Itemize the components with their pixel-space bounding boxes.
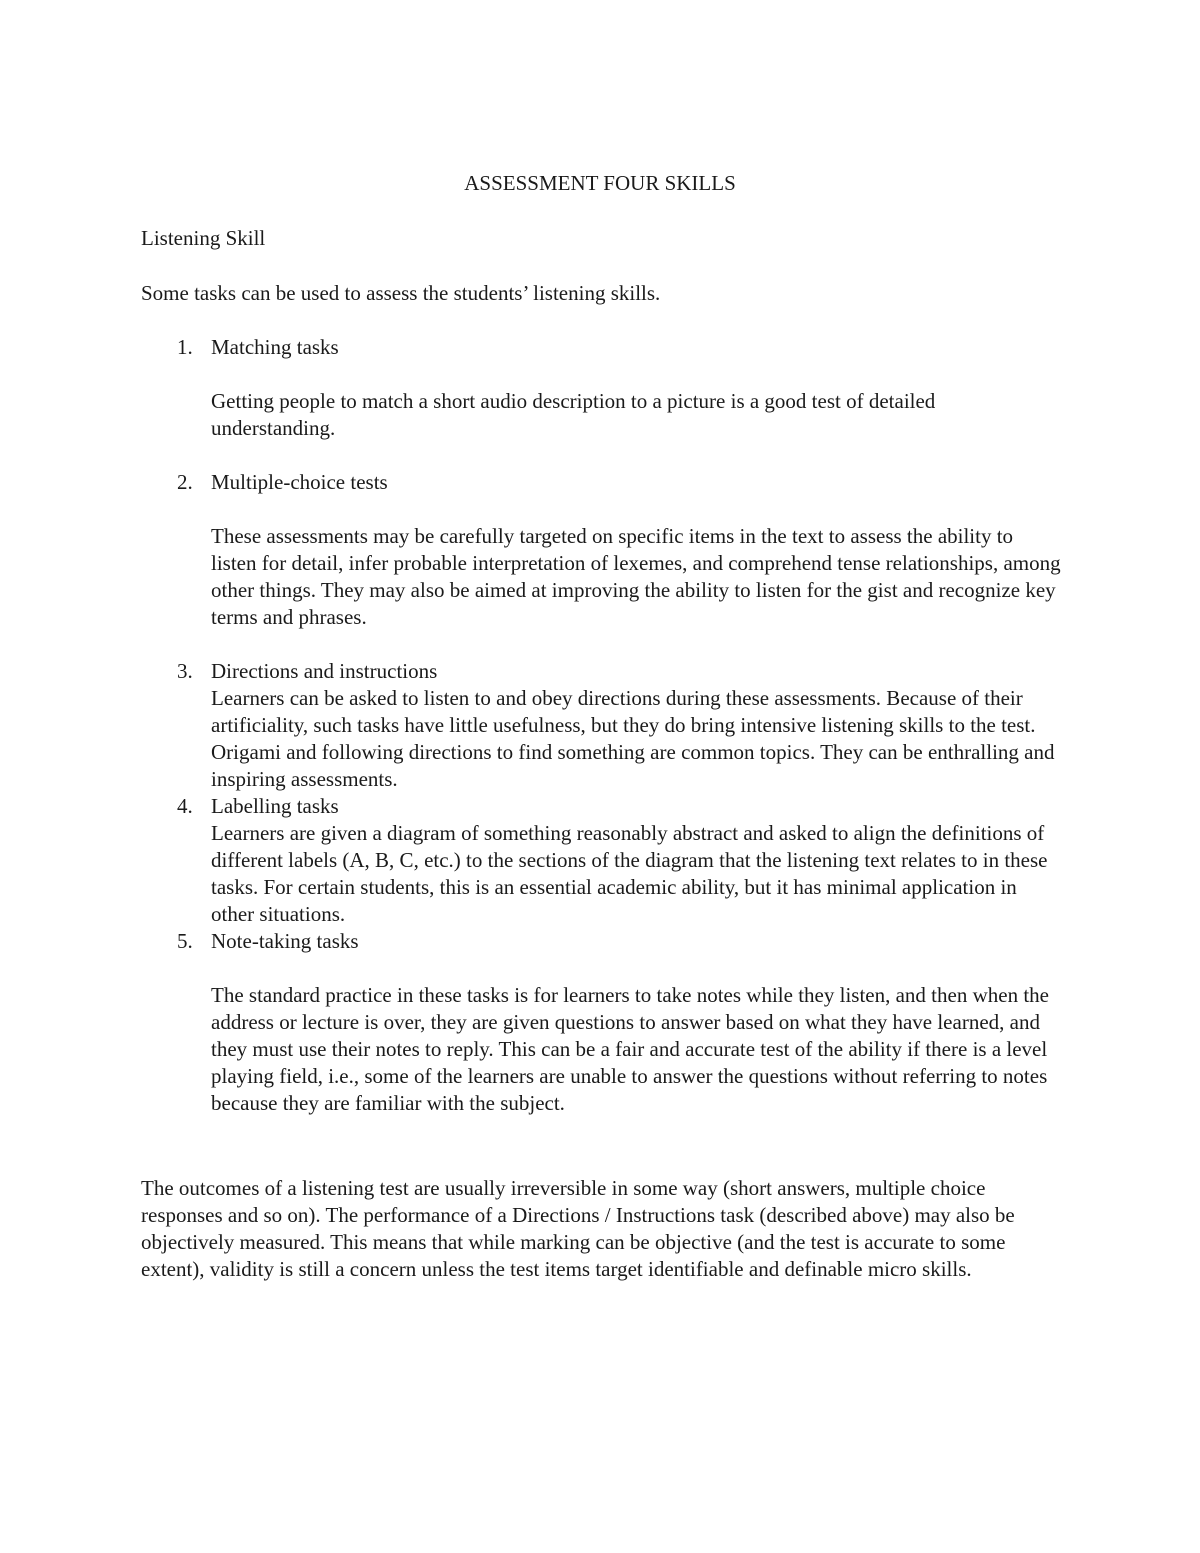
page-title: ASSESSMENT FOUR SKILLS <box>464 171 736 195</box>
list-item <box>141 334 1061 442</box>
item-description: Getting people to match a short audio description to a picture is a good test of detailed understanding. <box>211 389 936 440</box>
item-number: 5. <box>177 929 193 953</box>
item-description: The standard practice in these tasks is for learners to take notes while they listen, and then when the address or lecture is over, they are given questions to answer based on what they have learned, and they must use their notes to reply. This can be a fair and accurate test of the ability if there is a level playing field, i.e., some of the learners are unable to answer the questions without referring to notes because they are familiar with the subject. <box>211 983 1049 1115</box>
item-number: 3. <box>177 659 193 683</box>
item-title: Labelling tasks <box>211 794 339 818</box>
item-number: 2. <box>177 470 193 494</box>
item-description: Learners are given a diagram of something reasonably abstract and asked to align the definitions of different labels (A, B, C, etc.) to the sections of the diagram that the listening text relates to in these tasks. For certain students, this is an essential academic ability, but it has minimal application in other situations. <box>211 821 1048 926</box>
list-item <box>141 658 1061 793</box>
item-number: 4. <box>177 794 193 818</box>
list-item <box>141 469 1061 631</box>
item-title: Directions and instructions <box>211 659 438 683</box>
closing-paragraph: The outcomes of a listening test are usually irreversible in some way (short answers, multiple choice responses and so on). The performance of a Directions / Instructions task (described above) may also be objectively measured. This means that while marking can be objective (and the test is accurate to some extent), validity is still a concern unless the test items target identifiable and definable micro skills. <box>141 1176 1015 1281</box>
item-description: These assessments may be carefully targeted on specific items in the text to assess the ability to listen for detail, infer probable interpretation of lexemes, and comprehend tense relationships, among other things. They may also be aimed at improving the ability to listen for the gist and recognize key terms and phrases. <box>211 524 1061 629</box>
task-list <box>141 334 1061 1117</box>
item-title: Multiple-choice tests <box>211 470 388 494</box>
intro-paragraph: Some tasks can be used to assess the students’ listening skills. <box>141 281 661 305</box>
item-number: 1. <box>177 335 193 359</box>
item-description: Learners can be asked to listen to and obey directions during these assessments. Because of their artificiality, such tasks have little usefulness, but they do bring intensive listening skills to the test. Origami and following directions to find something are common topics. They can be enthralling and inspiring assessments. <box>211 686 1055 791</box>
item-title: Matching tasks <box>211 335 339 359</box>
item-title: Note-taking tasks <box>211 929 359 953</box>
list-item <box>141 793 1061 928</box>
section-heading: Listening Skill <box>141 226 266 250</box>
list-item <box>141 928 1061 1117</box>
